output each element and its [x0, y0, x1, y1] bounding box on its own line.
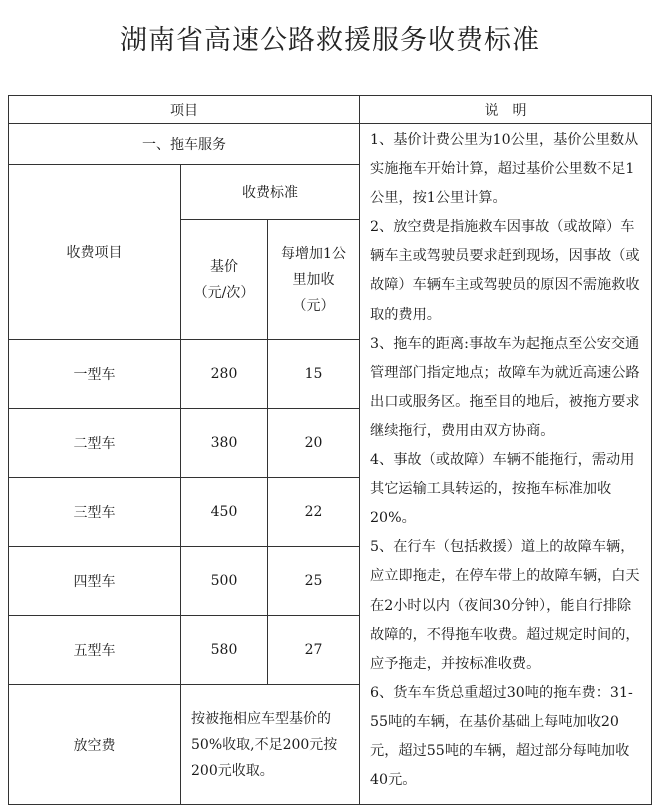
extra-fee: 22	[268, 478, 360, 547]
base-price: 380	[181, 409, 268, 478]
base-price: 450	[181, 478, 268, 547]
note-6: 6、货车车货总重超过30吨的拖车费：31-55吨的车辆，在基价基础上每吨加收20元，超过55吨的车辆，超过部分每吨加收40元。	[370, 684, 633, 789]
col-extra-per-km: 每增加1公 里加收 （元）	[268, 220, 360, 340]
col-base-price: 基价 （元/次）	[181, 220, 268, 340]
empty-fee-label: 放空费	[9, 685, 181, 805]
note-4: 4、事故（或故障）车辆不能拖行，需动用其它运输工具转运的，按拖车标准加收20%。	[370, 452, 635, 527]
page-title: 湖南省高速公路救援服务收费标准	[120, 25, 540, 56]
header-item: 项目	[9, 96, 360, 124]
base-price: 580	[181, 616, 268, 685]
empty-fee-note: 按被拖相应车型基价的50%收取,不足200元按200元收取。	[181, 685, 360, 805]
section-towing: 一、拖车服务	[9, 124, 360, 165]
extra-fee: 27	[268, 616, 360, 685]
vehicle-type: 四型车	[9, 547, 181, 616]
note-1: 1、基价计费公里为10公里，基价公里数从实施拖车开始计算，超过基价公里数不足1公里，按1公里计算。	[370, 132, 639, 207]
header-description: 说 明	[360, 96, 652, 124]
note-3: 3、拖车的距离:事故车为起拖点至公安交通管理部门指定地点；故障车为就近高速公路出口或服务区。拖至目的地后，被拖方要求继续拖行，费用由双方协商。	[370, 335, 640, 439]
vehicle-type: 三型车	[9, 478, 181, 547]
base-price: 500	[181, 547, 268, 616]
note-5: 5、在行车（包括救援）道上的故障车辆，应立即拖走，在停车带上的故障车辆，白天在2小时以内（夜间30分钟），能自行排除故障的，不得拖车收费。超过规定时间的，应予拖走，并按标准收费。	[370, 539, 640, 672]
col-fee-item: 收费项目	[9, 165, 181, 340]
vehicle-type: 五型车	[9, 616, 181, 685]
extra-fee: 20	[268, 409, 360, 478]
col-fee-standard: 收费标准	[181, 165, 360, 220]
base-price: 280	[181, 340, 268, 409]
extra-fee: 15	[268, 340, 360, 409]
description-notes	[360, 124, 652, 805]
note-2: 2、放空费是指施救车因事故（或故障）车辆车主或驾驶员要求赶到现场，因事故（或故障）车辆车主或驾驶员的原因不需施救收取的费用。	[370, 219, 640, 323]
vehicle-type: 二型车	[9, 409, 181, 478]
extra-fee: 25	[268, 547, 360, 616]
fee-table	[8, 95, 652, 805]
vehicle-type: 一型车	[9, 340, 181, 409]
